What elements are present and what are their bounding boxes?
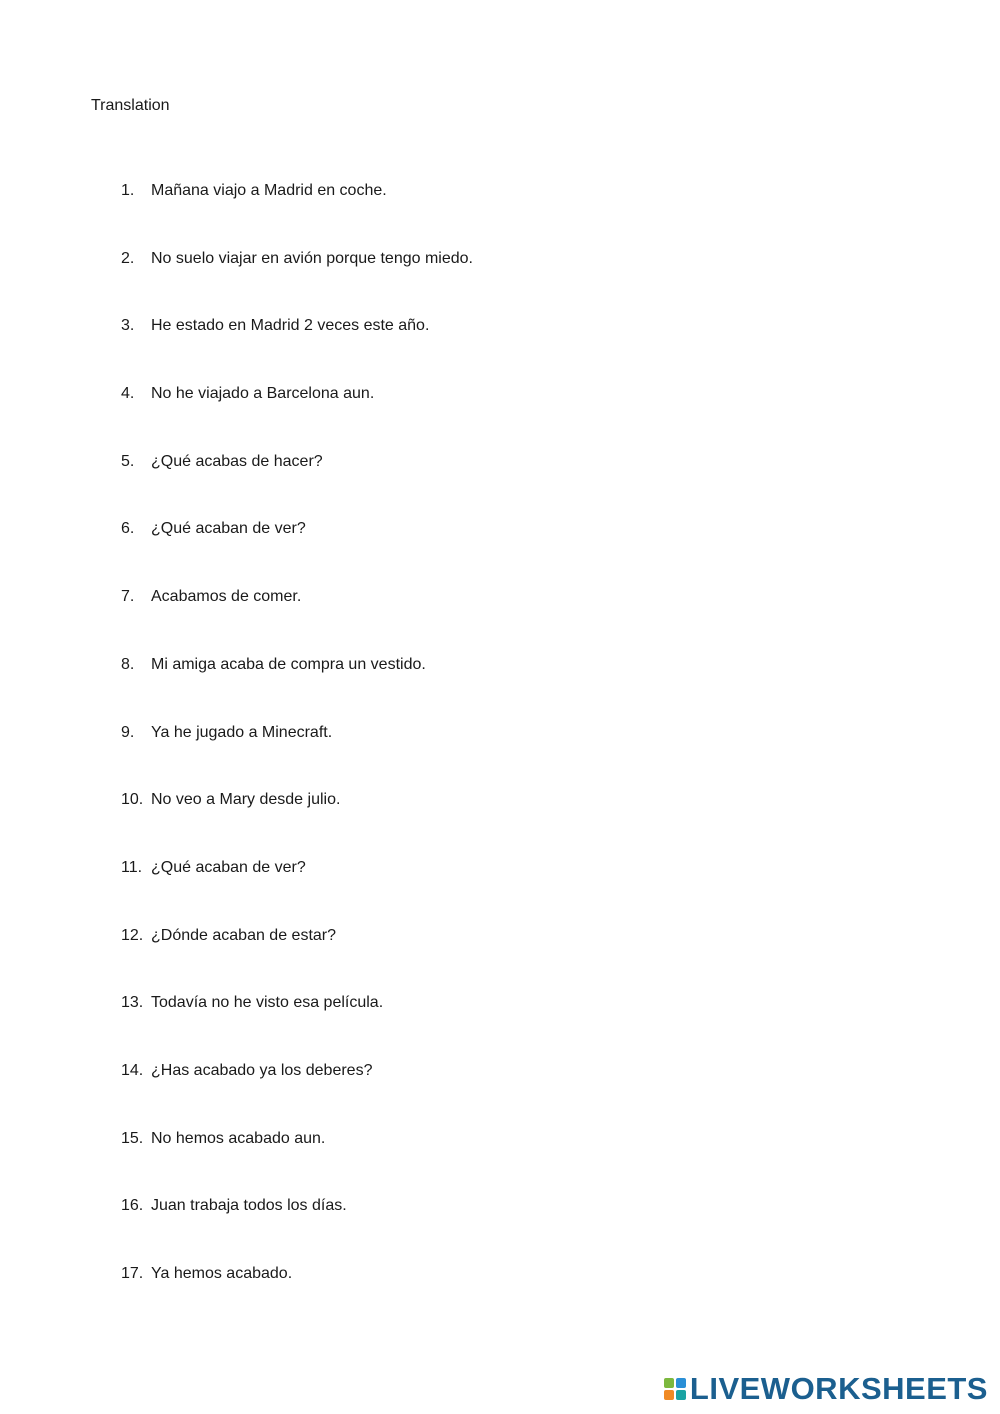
item-number: 4.	[121, 385, 135, 403]
liveworksheets-brand	[664, 1373, 988, 1404]
item-number: 8.	[121, 655, 135, 673]
item-number: 15.	[121, 1129, 144, 1147]
item-text: Todavía no he visto esa película.	[151, 994, 384, 1012]
item-number: 1.	[121, 182, 135, 199]
brand-name: LIVEWORKSHEETS	[689, 1371, 988, 1406]
item-number: 17.	[121, 1265, 144, 1282]
item-text: ¿Has acabado ya los deberes?	[151, 1061, 373, 1079]
item-number: 9.	[121, 723, 135, 741]
item-number: 11.	[121, 858, 143, 876]
item-text: Ya he jugado a Minecraft.	[151, 723, 333, 741]
item-text: No suelo viajar en avión porque tengo miedo.	[151, 249, 473, 267]
item-number: 13.	[121, 994, 144, 1012]
item-number: 16.	[121, 1197, 144, 1215]
item-text: Ya hemos acabado.	[151, 1265, 293, 1282]
item-number: 3.	[121, 317, 135, 335]
item-text: ¿Dónde acaban de estar?	[151, 926, 337, 944]
logo-tile	[676, 1390, 686, 1400]
item-number: 6.	[121, 520, 135, 538]
item-number: 7.	[121, 588, 135, 606]
logo-tile	[664, 1378, 674, 1388]
item-text: ¿Qué acaban de ver?	[151, 520, 306, 538]
item-number: 5.	[121, 452, 135, 470]
document-title: Translation	[91, 97, 170, 114]
item-text: ¿Qué acaban de ver?	[151, 858, 306, 876]
logo-tile	[676, 1378, 686, 1388]
item-text: No he viajado a Barcelona aun.	[151, 385, 375, 403]
item-text: Acabamos de comer.	[151, 588, 302, 606]
item-number: 12.	[121, 926, 144, 944]
item-text: Mañana viajo a Madrid en coche.	[151, 182, 387, 199]
liveworksheets-logo-icon	[664, 1378, 686, 1400]
item-number: 14.	[121, 1061, 144, 1079]
item-text: ¿Qué acabas de hacer?	[151, 452, 323, 470]
item-text: No veo a Mary desde julio.	[151, 791, 341, 809]
item-number: 2.	[121, 249, 135, 267]
logo-tile	[664, 1390, 674, 1400]
item-text: Juan trabaja todos los días.	[151, 1197, 347, 1215]
item-text: Mi amiga acaba de compra un vestido.	[151, 655, 426, 673]
item-number: 10.	[121, 791, 144, 809]
item-text: No hemos acabado aun.	[151, 1129, 326, 1147]
item-text: He estado en Madrid 2 veces este año.	[151, 317, 430, 335]
